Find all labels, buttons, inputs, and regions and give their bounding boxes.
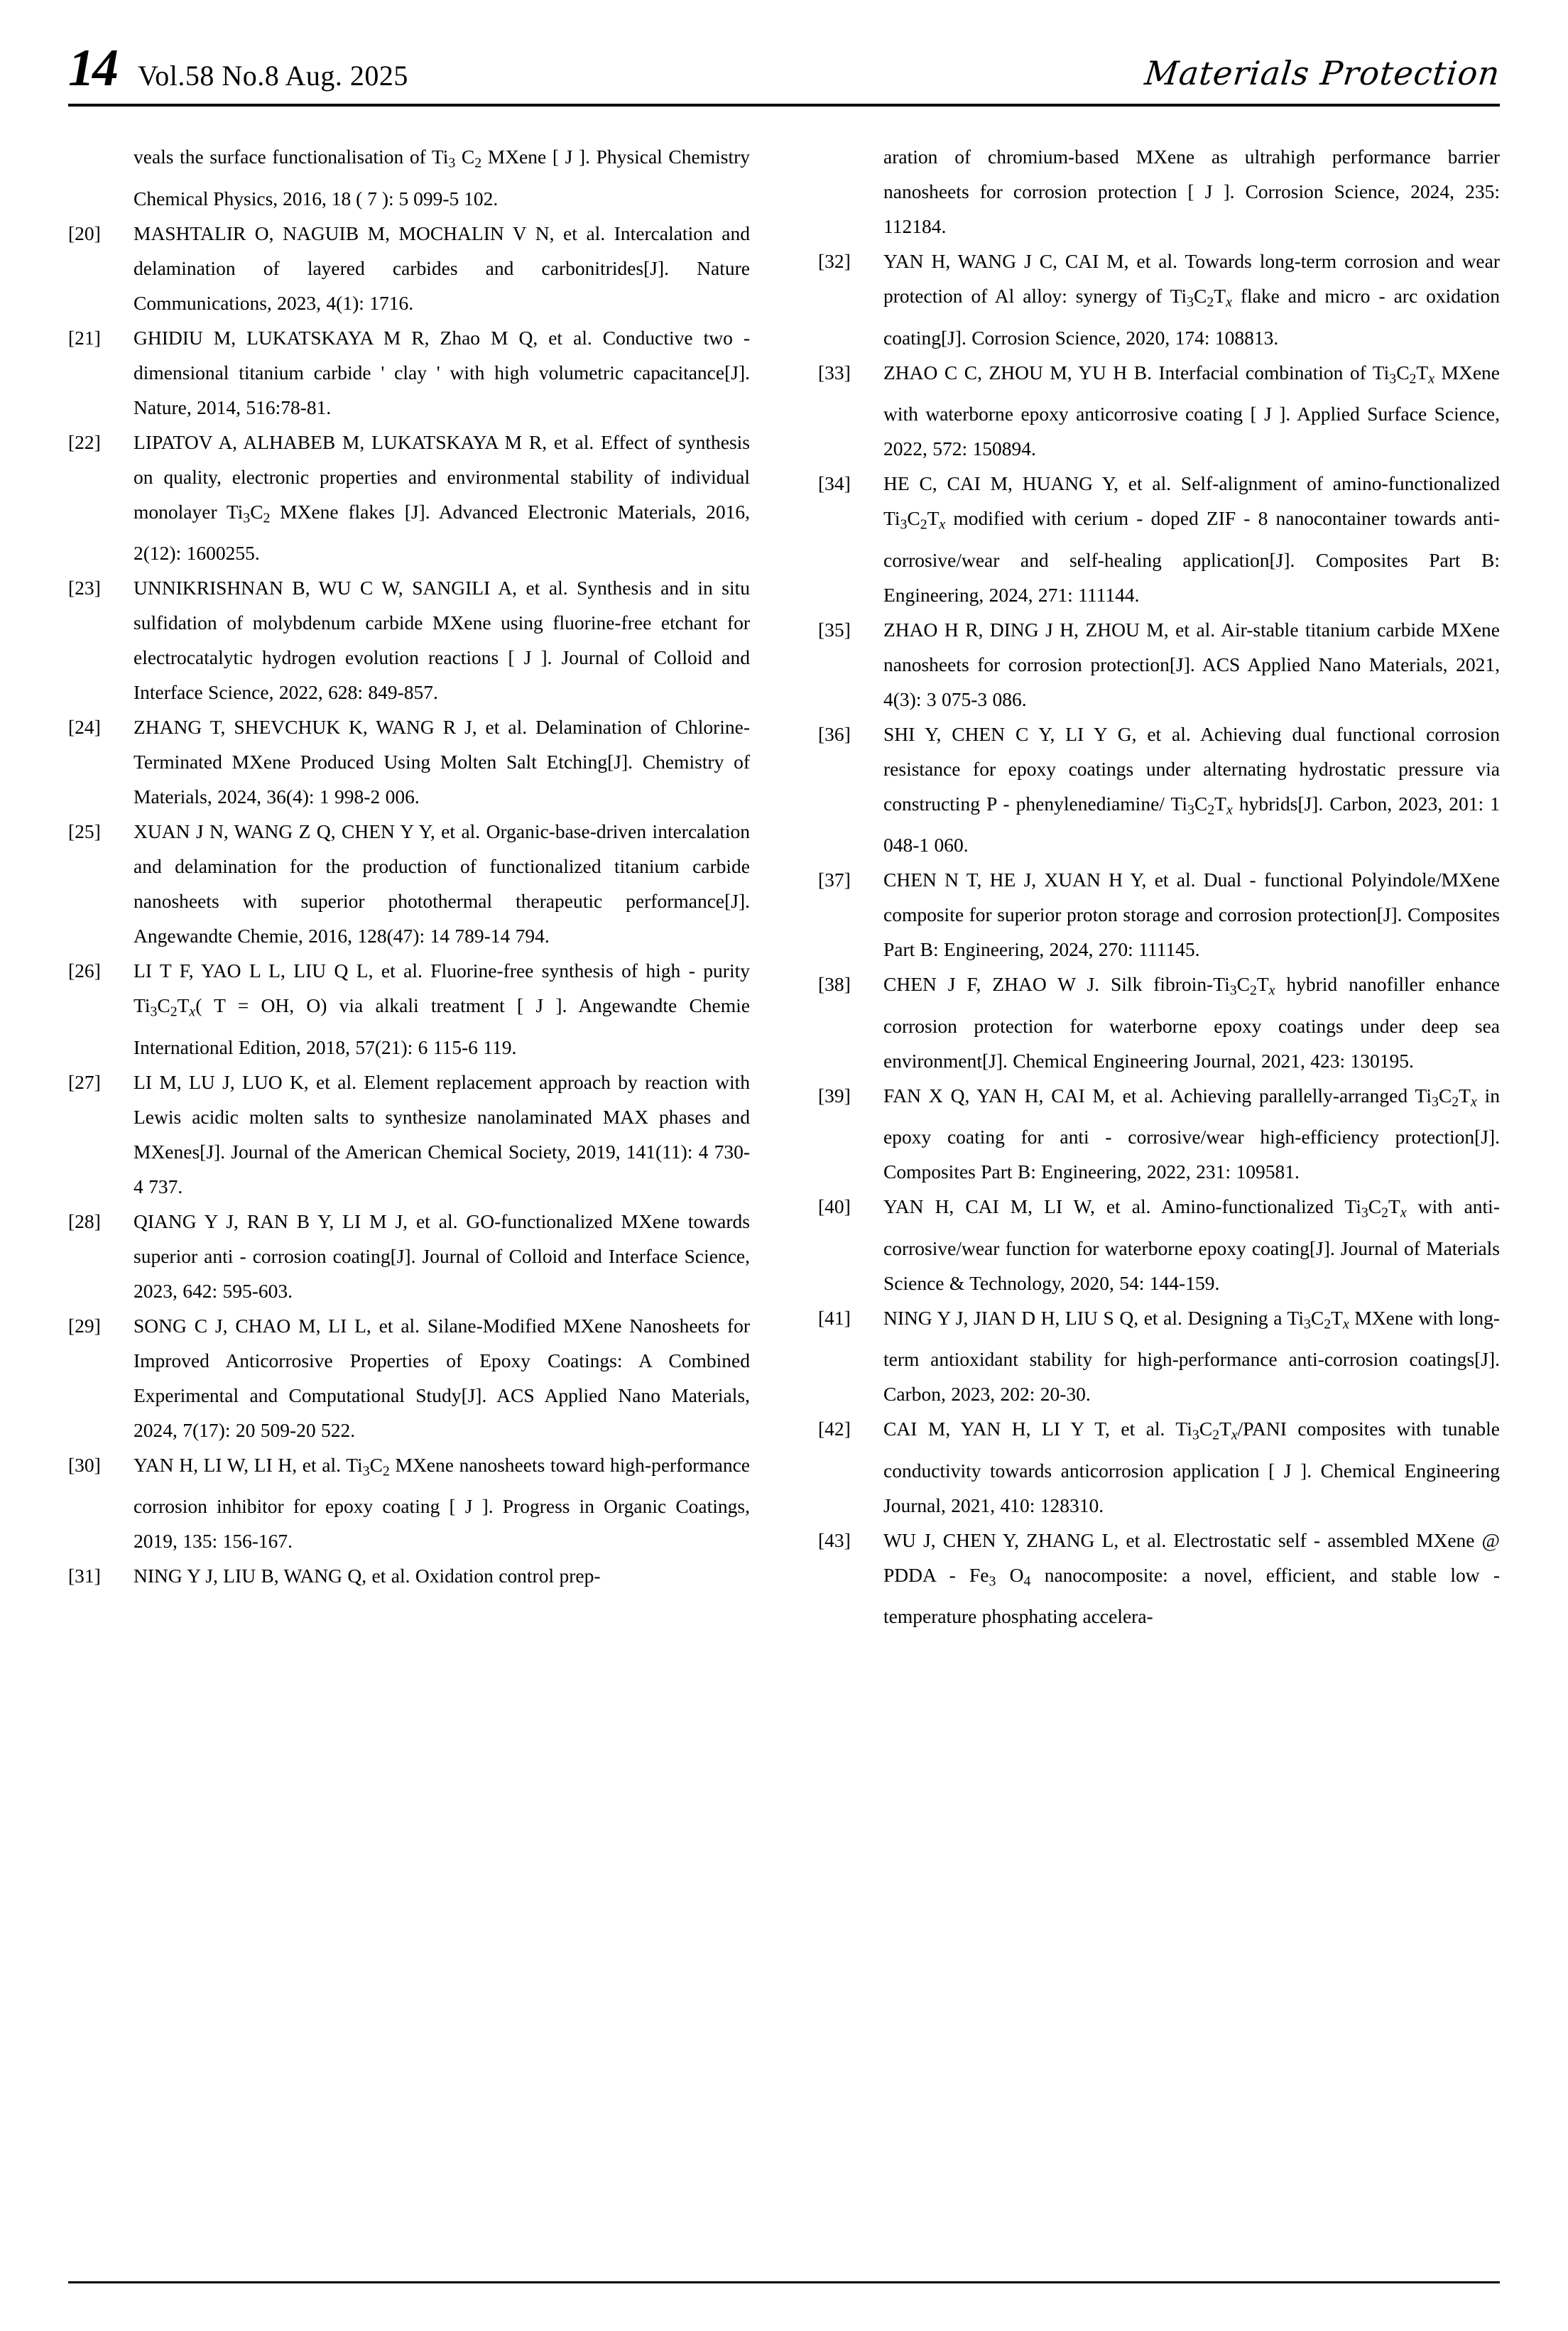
reference-number: [38] [818,973,851,996]
reference-number: [31] [68,1565,101,1587]
reference-item [68,570,750,710]
reference-text: GHIDIU M, LUKATSKAYA M R, Zhao M Q, et al. Conductive two - dimensional titanium carbide ' clay ' with high volumetric capacitance[J]. Nature, 2014, 516:78-81. [134,326,750,418]
reference-number: [20] [68,222,101,244]
reference-item [818,466,1500,612]
reference-item [68,1558,750,1593]
reference-item [818,862,1500,967]
reference-columns [68,139,1500,2263]
reference-number: [36] [818,722,851,745]
continuation-paragraph: aration of chromium-based MXene as ultrahigh performance barrier nanosheets for corrosion protection [ J ]. Corrosion Science, 2024, 235: 112184. [883,146,1500,237]
reference-item [818,1300,1500,1412]
reference-text: MASHTALIR O, NAGUIB M, MOCHALIN V N, et al. Intercalation and delamination of layered carbides and carbonitrides[J]. Nature Communications, 2023, 4(1): 1716. [134,222,750,314]
reference-text: ZHANG T, SHEVCHUK K, WANG R J, et al. Delamination of Chlorine-Terminated MXene Produced Using Molten Salt Etching[J]. Chemistry of Materials, 2024, 36(4): 1 998-2 006. [134,716,750,808]
reference-text: ZHAO H R, DING J H, ZHOU M, et al. Air-stable titanium carbide MXene nanosheets for corrosion protection[J]. ACS Applied Nano Materials, 2021, 4(3): 3 075-3 086. [883,618,1500,710]
header-left-group [68,39,408,97]
reference-number: [27] [68,1070,101,1093]
reference-number: [30] [68,1453,101,1476]
reference-number: [28] [68,1210,101,1232]
reference-item [68,216,750,320]
reference-number: [25] [68,820,101,843]
reference-text: SONG C J, CHAO M, LI L, et al. Silane-Modified MXene Nanosheets for Improved Anticorrosive Properties of Epoxy Coatings: A Combined Experimental and Computational Study[J]. ACS Applied Nano Materials, 2024, 7(17): 20 509-20 522. [134,1314,750,1441]
reference-item [818,717,1500,863]
reference-number: [43] [818,1528,851,1551]
reference-text: WU J, CHEN Y, ZHANG L, et al. Electrostatic self - assembled MXene @ PDDA - $Fe_3$ $O_4$ nanocomposite: a novel, efficient, and stable low - temperature phosphating accelera- [883,1528,1500,1628]
reference-item [68,814,750,953]
reference-number: [34] [818,472,851,495]
reference-number: [29] [68,1314,101,1337]
reference-item [818,612,1500,717]
reference-number: [42] [818,1418,851,1440]
reference-number: [37] [818,869,851,891]
reference-text: LI T F, YAO L L, LIU Q L, et al. Fluorine-free synthesis of high - purity $Ti_3C_2T_x$( T = OH, O) via alkali treatment [ J ]. Angewandte Chemie International Edition, 2018, 57(21): 6 115-6 119. [134,960,750,1058]
reference-item [68,1065,750,1204]
reference-text: QIANG Y J, RAN B Y, LI M J, et al. GO-functionalized MXene towards superior anti - corrosion coating[J]. Journal of Colloid and Interface Science, 2023, 642: 595-603. [134,1210,750,1302]
journal-title: Materials Protection [1143,54,1503,92]
reference-text: ZHAO C C, ZHOU M, YU H B. Interfacial combination of $Ti_3C_2T_x$ MXene with waterborne epoxy anticorrosive coating [ J ]. Applied Surface Science, 2022, 572: 150894. [883,361,1500,460]
reference-item [818,355,1500,467]
reference-item [68,1308,750,1447]
reference-item [818,1078,1500,1190]
reference-text: CHEN J F, ZHAO W J. Silk fibroin-$Ti_3C_2T_x$ hybrid nanofiller enhance corrosion protection for waterborne epoxy coatings under deep sea environment[J]. Chemical Engineering Journal, 2021, 423: 130195. [883,973,1500,1072]
reference-text: NING Y J, JIAN D H, LIU S Q, et al. Designing a $Ti_3C_2T_x$ MXene with long-term antioxidant stability for high-performance anti-corrosion coatings[J]. Carbon, 2023, 202: 20-30. [883,1306,1500,1406]
reference-text: CAI M, YAN H, LI Y T, et al. $Ti_3C_2T_x$/PANI composites with tunable conductivity towards anticorrosion application [ J ]. Chemical Engineering Journal, 2021, 410: 128310. [883,1418,1501,1516]
reference-text: YAN H, LI W, LI H, et al. $Ti_3C_2$ MXene nanosheets toward high-performance corrosion inhibitor for epoxy coating [ J ]. Progress in Organic Coatings, 2019, 135: 156-167. [134,1453,751,1553]
reference-number: [41] [818,1306,851,1329]
reference-item [68,1447,750,1559]
reference-text: LI M, LU J, LUO K, et al. Element replacement approach by reaction with Lewis acidic molten salts to synthesize nanolaminated MAX phases and MXenes[J]. Journal of the American Chemical Society, 2019, 141(11): 4 730-4 737. [134,1070,750,1197]
left-column [68,139,750,2263]
reference-item [818,244,1500,355]
reference-item [818,967,1500,1078]
reference-number: [26] [68,960,101,982]
reference-number: [32] [818,250,851,272]
reference-number: [39] [818,1084,851,1107]
reference-text: YAN H, WANG J C, CAI M, et al. Towards long-term corrosion and wear protection of Al alloy: synergy of $Ti_3C_2T_x$ flake and micro - arc oxidation coating[J]. Corrosion Science, 2020, 174: 108813. [883,250,1500,349]
reference-item [818,1523,1500,1634]
reference-text: XUAN J N, WANG Z Q, CHEN Y Y, et al. Organic-base-driven intercalation and delamination for the production of functionalized titanium carbide nanosheets with superior photothermal therapeutic performance[J]. Angewandte Chemie, 2016, 128(47): 14 789-14 794. [134,820,750,947]
reference-item [68,320,750,425]
reference-text: CHEN N T, HE J, XUAN H Y, et al. Dual - functional Polyindole/MXene composite for superior proton storage and corrosion protection[J]. Composites Part B: Engineering, 2024, 270: 111145. [883,869,1500,961]
reference-number: [21] [68,326,101,349]
reference-item [68,425,750,571]
reference-item [818,1189,1500,1300]
issue-info: Vol.58 No.8 Aug. 2025 [138,60,408,92]
page-header [68,28,1503,97]
reference-number: [33] [818,361,851,384]
page-number: 14 [68,39,116,97]
right-column [818,139,1500,2263]
reference-text: FAN X Q, YAN H, CAI M, et al. Achieving parallelly-arranged $Ti_3C_2T_x$ in epoxy coating for anti - corrosive/wear high-efficiency protection[J]. Composites Part B: Engineering, 2022, 231: 109581. [883,1084,1500,1183]
reference-text: SHI Y, CHEN C Y, LI Y G, et al. Achieving dual functional corrosion resistance for epoxy coatings under alternating hydrostatic pressure via constructing P - phenylenediamine/ $Ti_3C_2T_x$ hybrids[J]. Carbon, 2023, 201: 1 048-1 060. [883,722,1500,857]
right-reference-list [818,244,1500,1634]
reference-number: [23] [68,577,101,599]
left-reference-list [68,216,750,1594]
reference-item [818,1411,1500,1523]
reference-text: HE C, CAI M, HUANG Y, et al. Self-alignment of amino-functionalized $Ti_3C_2T_x$ modified with cerium - doped ZIF - 8 nanocontainer towards anti-corrosive/wear and self-healing application[J]. Composites Part B: Engineering, 2024, 271: 111144. [883,472,1500,606]
header-divider [68,104,1500,107]
reference-text: NING Y J, LIU B, WANG Q, et al. Oxidation control prep- [134,1565,601,1587]
reference-number: [22] [68,430,101,453]
continuation-paragraph: veals the surface functionalisation of $Ti_3$ $C_2$ MXene [ J ]. Physical Chemistry Chemical Physics, 2016, 18 ( 7 ): 5 099-5 102. [134,146,751,210]
reference-number: [40] [818,1195,851,1218]
reference-item [68,1204,750,1308]
reference-number: [35] [818,618,851,641]
reference-text: UNNIKRISHNAN B, WU C W, SANGILI A, et al. Synthesis and in situ sulfidation of molybdenum carbide MXene using fluorine-free etchant for electrocatalytic hydrogen evolution reactions [ J ]. Journal of Colloid and Interface Science, 2022, 628: 849-857. [134,577,750,704]
reference-text: YAN H, CAI M, LI W, et al. Amino-functionalized $Ti_3C_2T_x$ with anti-corrosive/wear function for waterborne epoxy coating[J]. Journal of Materials Science & Technology, 2020, 54: 144-159. [883,1195,1500,1294]
reference-item [68,710,750,814]
footer-divider [68,2281,1500,2283]
reference-text: LIPATOV A, ALHABEB M, LUKATSKAYA M R, et al. Effect of synthesis on quality, electronic properties and environmental stability of individual monolayer $Ti_3C_2$ MXene flakes [J]. Advanced Electronic Materials, 2016, 2(12): 1600255. [134,430,750,565]
reference-item [68,953,750,1065]
reference-number: [24] [68,716,101,739]
